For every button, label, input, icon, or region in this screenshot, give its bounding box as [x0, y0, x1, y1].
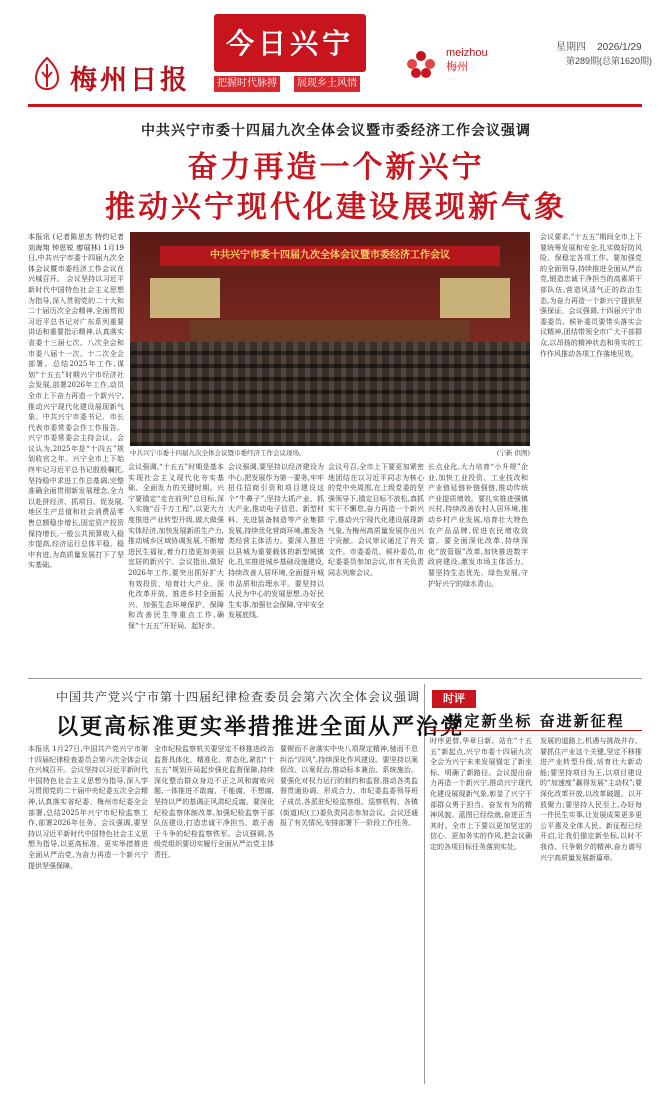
second-kicker: 中国共产党兴宁市第十四届纪律检查委员会第六次全体会议强调: [56, 690, 421, 704]
lead-column-4: 会议号召,全市上下要更加紧密地团结在以习近平同志为核心的党中央周围,在上级党委的坚强领导下,锚定目标不放松,真抓实干不懈怠,奋力再造一个新兴宁,推动兴宁现代化建设展现新气象,为梅州高质量发展作出兴宁贡献。会议审议通过了有关文件。市委委员、候补委员,市纪委委员参加会议,市有关负责同志列席会议。: [328, 463, 424, 577]
commentary-label: 时评: [432, 690, 476, 708]
slogan-right: 展现乡土风情: [294, 76, 360, 92]
lead-headline-line2: 推动兴宁现代化建设展现新气象: [105, 190, 567, 225]
commentary-title: 锚定新坐标 奋进新征程: [447, 712, 625, 730]
photo-audience-rows: [130, 342, 530, 446]
lead-headline-line1: 奋力再造一个新兴宁: [187, 150, 485, 185]
lead-column-5: 长点业化,大力培育“小升规”企业,加快工业投资、工业技改和产业链延链补链强链,推动传统产业提质增效。要扎实推进强镇兴村,持续改善农村人居环境,推动乡村产业发展,培育壮大特色农产品品牌,促进农民增收致富。要全面深化改革,持续深化“放管服”改革,加快推进数字政府建设,激发市场主体活力。要坚持生态优先、绿色发展,守护好兴宁的绿水青山。: [428, 463, 528, 588]
lead-kicker: 中共兴宁市委十四届九次全体会议暨市委经济工作会议强调: [141, 123, 531, 139]
section-divider: [28, 678, 642, 679]
lead-byline: 本报讯 (记者陈思杰 特约记者刘海翔 钟思锐 廖展林) 1月19日,中共兴宁市委十四届九次全体会议暨市委经济工作会议在兴城召开。: [28, 233, 124, 284]
meeting-photo: [130, 232, 530, 446]
city-brand-en: meizhou: [446, 47, 488, 59]
photo-credit: (宁新 供图): [496, 449, 530, 457]
lead-column-2: 会议强调,“十五五”时期是基本实现社会主义现代化夯实基础、全面发力的关键时期。兴宁要锚定“走在前列”总目标,深入实施“百千万工程”,以更大力度推进产业转型升级,做大做强实体经济,加快发展新质生产力,推动城乡区域协调发展,不断增进民生福祉,着力打造更加美丽宜居的新兴宁。会议指出,做好2026年工作,要突出抓好扩大有效投资、培育壮大产业、深化改革开放、推进乡村全面振兴、加强生态环境保护、保障和改善民生等重点工作,确保“十五五”开好局、起好步。: [128, 463, 224, 630]
second-column-1: 本报讯 1月27日,中国共产党兴宁市第十四届纪律检查委员会第六次全体会议在兴城召开。会议坚持以习近平新时代中国特色社会主义思想为指导,深入学习贯彻党的二十届中央纪委五次全会精神,认真落实省纪委、梅州市纪委全会部署,总结2025年兴宁市纪检监察工作,部署2026年任务。会议强调,要坚持以习近平新时代中国特色社会主义思想为指导,以更高标准、更实举措推进全面从严治党,为奋力再造一个新兴宁提供坚强保障。: [28, 745, 148, 870]
commentary-column-1: 时序更替,华章日新。站在“十五五”新起点,兴宁市委十四届九次全会为兴宁未来发展锚定了新坐标、明确了新路径。会议提出奋力再造一个新兴宁,推动兴宁现代化建设展现新气象,彰显了兴宁干部群众勇于担当、奋发有为的精神风貌。蓝图已经绘就,奋进正当其时。全市上下要以更加坚定的信心、更加务实的作风,把会议确定的各项目标任务落到实处。: [430, 737, 532, 851]
column-divider: [424, 684, 425, 1084]
second-headline: 以更高标准更实举措推进全面从严治党: [56, 714, 465, 740]
publish-date: 2026/1/29: [597, 42, 642, 53]
photo-caption: 中共兴宁市委十四届九次全体会议暨市委经济工作会议现场。: [130, 449, 306, 457]
masthead-divider: [28, 104, 642, 107]
lead-column-6: 会议要求,“十五五”期间全市上下要统筹发展和安全,扎实做好防风险、保稳定各项工作。要加强党的全面领导,持续推进全面从严治党,锻造忠诚干净担当的高素质干部队伍,营造风清气正的政治生态,为奋力再造一个新兴宁提供坚强保证。会议强调,十四届兴宁市委委员、候补委员要带头落实会议精神,团结带领全市广大干部群众,以昂扬的精神状态和务实的工作作风推动各项工作落地见效。: [540, 233, 642, 358]
second-column-2: 全市纪检监察机关要坚定不移推进政治监督具体化、精准化、常态化,紧扣“十五五”规划开局起步强化监督保障,持续深化整治群众身边不正之风和腐败问题,一体推进不敢腐、不能腐、不想腐,坚持以严的基调正风肃纪反腐。要深化纪检监察体制改革,加强纪检监察干部队伍建设,打造忠诚干净担当、敢于善于斗争的纪检监察铁军。会议强调,各级党组织要切实履行全面从严治党主体责任。: [154, 745, 274, 859]
commentary-column-2: 发展的道路上,机遇与挑战并存。要抓住产业这个关键,坚定不移推进产业转型升级,培育壮大新动能;要坚持项目为王,以项目建设的“加速度”赢得发展“主动权”;要深化改革开放,以改革破题、以开放聚力;要坚持人民至上,办好每一件民生实事,让发展成果更多更公平惠及全体人民。新征程已经开启,让我们锚定新坐标,以时不我待、只争朝夕的精神,奋力谱写兴宁高质量发展新篇章。: [540, 737, 642, 862]
column-slogans: [214, 76, 366, 94]
photo-screen-right: [440, 278, 510, 318]
city-brand-icon: [404, 44, 438, 80]
column-brand-block: [214, 14, 366, 72]
issue-number: 第289期(总第1620期): [566, 56, 653, 66]
second-column-3: 要锲而不舍落实中央八项规定精神,驰而不息纠治“四风”,持续深化作风建设。要坚持以案促改、以案促治,推动标本兼治、系统施治。要强化对权力运行的制约和监督,推动各类监督贯通协调、形成合力。市纪委监委领导班子成员,各派驻纪检监察组、巡察机构、各镇(街道)纪(工)委负责同志参加会议。会议还通报了有关情况,安排部署下一阶段工作任务。: [280, 745, 418, 828]
weekday: 星期四: [556, 42, 586, 53]
photo-dais: [190, 320, 470, 342]
newspaper-name: 梅州日报: [70, 65, 190, 96]
column-title: 今日兴宁: [225, 27, 354, 60]
lead-column-1: [28, 232, 124, 672]
city-brand-text: [446, 46, 488, 74]
lead-column-1-text: 会议坚持以习近平新时代中国特色社会主义思想为指导,深入贯彻党的二十大和二十届历次全会精神,全面贯彻习近平总书记对广东系列重要讲话和重要指示精神,认真落实省委十三届七次、八次全会和市委八届十一次、十二次全会部署。总结2025年工作,谋划“十五五”时期兴宁市经济社会发展,部署2026年工作,动员全市上下奋力再造一个新兴宁,推动兴宁现代化建设展现新气象。中共兴宁市委书记、市长代表市委常委会作工作报告。兴宁市委常委会主持会议。会议认为,2025年是“十四五”规划收官之年。兴宁全市上下始终牢记习近平总书记殷殷嘱托,坚持稳中求进工作总基调,完整准确全面贯彻新发展理念,全力以赴拼经济、抓项目、促发展,地区生产总值和社会消费品零售总额稳步增长,固定资产投资保持增长,一般公共预算收入稳步提高,经济运行总体平稳、稳中有进,为高质量发展打下了坚实基础。: [28, 275, 124, 570]
lead-column-3: 会议强调,要坚持以经济建设为中心,把发展作为第一要务,牢牢扭住招商引资和项目建设这个“牛鼻子”,坚持大抓产业、抓大产业,推动电子信息、新型材料、先进装备制造等产业集群发展,持续优化营商环境,激发各类经营主体活力。要深入推进以县城为重要载体的新型城镇化,扎实推进城乡基础设施建设,持续改善人居环境,全面提升城市品质和治理水平。要坚持以人民为中心的发展思想,办好民生实事,加强社会保障,守牢安全发展底线。: [228, 463, 324, 620]
slogan-left: 把握时代脉搏: [214, 76, 280, 92]
newspaper-logo-icon: [32, 56, 62, 90]
photo-banner: 中共兴宁市委十四届九次全体会议暨市委经济工作会议: [160, 246, 500, 266]
city-brand-cn: 梅州: [446, 61, 468, 73]
photo-screen-left: [150, 278, 220, 318]
date-line: [556, 38, 642, 53]
